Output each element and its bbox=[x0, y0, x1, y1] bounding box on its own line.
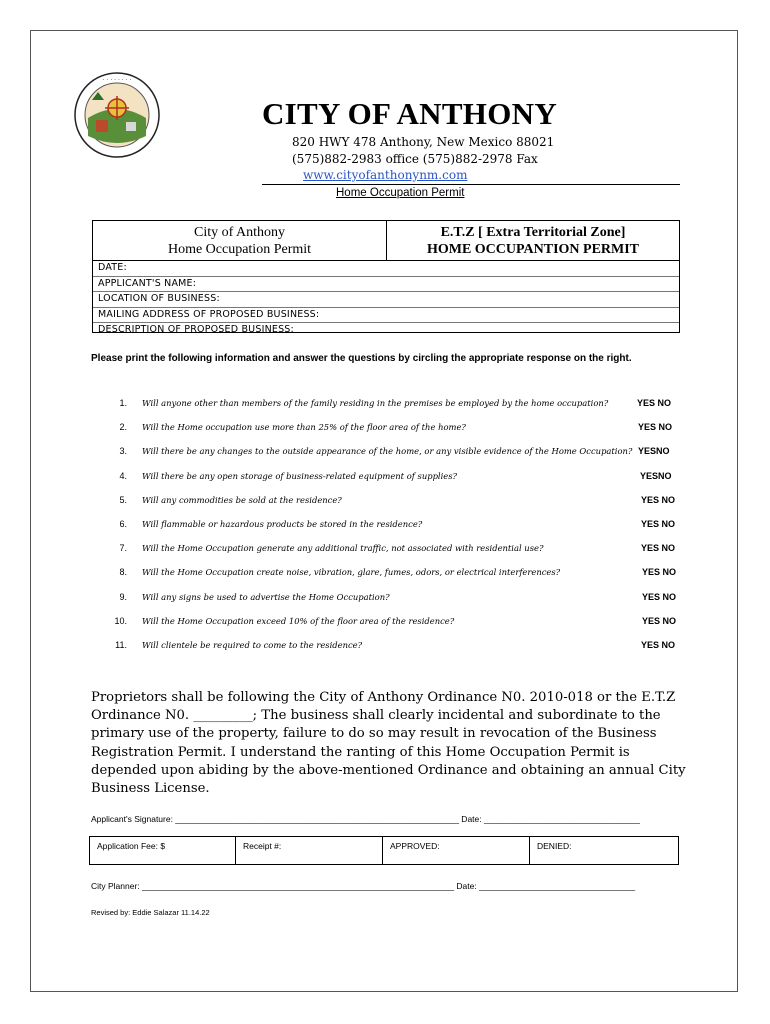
yes-no-response[interactable]: YES NO bbox=[642, 567, 677, 578]
question-number: 7. bbox=[119, 543, 127, 554]
business-description-field[interactable]: DESCRIPTION OF PROPOSED BUSINESS: bbox=[98, 324, 294, 335]
yes-no-response[interactable]: YES NO bbox=[641, 519, 676, 529]
phone-line: (575)882-2983 office (575)882-2978 Fax bbox=[292, 152, 538, 166]
question-row bbox=[0, 493, 770, 507]
question-number: 2. bbox=[119, 422, 127, 433]
question-row bbox=[0, 638, 770, 652]
question-row bbox=[0, 565, 770, 579]
question-text: Will anyone other than members of the family residing in the premises be employed by the home occupation? bbox=[142, 398, 609, 408]
city-permit-line2: Home Occupation Permit bbox=[167, 242, 312, 257]
question-number: 5. bbox=[119, 494, 127, 505]
question-number: 3. bbox=[119, 446, 127, 457]
page-title: CITY OF ANTHONY bbox=[262, 96, 558, 131]
question-text: Will clientele be required to come to the residence? bbox=[142, 640, 363, 650]
approved-cell[interactable]: APPROVED: bbox=[383, 837, 530, 864]
revision-note: Revised by: Eddie Salazar 11.14.22 bbox=[91, 908, 210, 917]
question-text: Will the Home Occupation exceed 10% of the floor area of the residence? bbox=[142, 615, 455, 626]
mailing-address-field[interactable]: MAILING ADDRESS OF PROPOSED BUSINESS: bbox=[93, 308, 679, 324]
instructions: Please print the following information and answer the questions by circling the appropriate response on the right. bbox=[91, 353, 632, 364]
yes-no-response[interactable]: YES NO bbox=[638, 422, 673, 433]
address-line: 820 HWY 478 Anthony, New Mexico 88021 bbox=[292, 135, 555, 149]
question-number: 6. bbox=[119, 519, 127, 529]
question-row bbox=[0, 541, 770, 555]
yes-no-response[interactable]: YES NO bbox=[642, 591, 677, 602]
applicant-signature-line[interactable]: Applicant's Signature: ____________________________________________________________ Date: _________________________________ bbox=[91, 814, 640, 824]
etz-permit-header bbox=[387, 221, 679, 260]
question-number: 4. bbox=[119, 470, 127, 481]
svg-text:· · · · · · · ·: · · · · · · · · bbox=[102, 77, 132, 84]
office-use-table bbox=[89, 836, 679, 865]
question-text: Will there be any changes to the outside appearance of the home, or any visible evidence of the Home Occupation? bbox=[142, 446, 633, 457]
question-number: 11. bbox=[115, 640, 127, 650]
question-number: 9. bbox=[119, 591, 127, 602]
city-seal-icon bbox=[72, 70, 162, 160]
question-text: Will flammable or hazardous products be stored in the residence? bbox=[142, 519, 423, 529]
yes-no-response[interactable]: YES NO bbox=[642, 615, 677, 626]
question-row bbox=[0, 444, 770, 458]
question-number: 10. bbox=[114, 615, 127, 626]
question-row bbox=[0, 420, 770, 434]
application-fee-cell[interactable]: Application Fee: $ bbox=[90, 837, 236, 864]
receipt-cell[interactable]: Receipt #: bbox=[236, 837, 383, 864]
city-permit-line1: City of Anthony bbox=[193, 225, 285, 240]
yes-no-response[interactable]: YESNO bbox=[638, 446, 670, 457]
question-text: Will any commodities be sold at the residence? bbox=[142, 494, 342, 505]
question-row bbox=[0, 517, 770, 531]
ordinance-statement: Proprietors shall be following the City of Anthony Ordinance N0. 2010-018 or the E.T.Z Ordinance N0. _________; The business shall clearly incidental and subordinate to the primary use of the property, failure to do so may result in revocation of the Business Registration Permit. I understand the ranting of this Home Occupation Permit is depended upon abiding by the above-mentioned Ordinance and obtaining an annual City Business License. bbox=[91, 690, 686, 797]
yes-no-response[interactable]: YES NO bbox=[641, 494, 676, 505]
yes-no-response[interactable]: YESNO bbox=[640, 470, 672, 481]
question-text: Will the Home occupation use more than 25% of the floor area of the home? bbox=[142, 422, 466, 433]
question-row bbox=[0, 590, 770, 604]
business-location-field[interactable]: LOCATION OF BUSINESS: bbox=[93, 292, 679, 308]
etz-permit-line2: HOME OCCUPANTION PERMIT bbox=[426, 242, 640, 257]
yes-no-response[interactable]: YES NO bbox=[637, 398, 672, 408]
etz-permit-line1: E.T.Z [ Extra Territorial Zone] bbox=[440, 225, 626, 240]
city-permit-header bbox=[93, 221, 387, 260]
question-text: Will any signs be used to advertise the Home Occupation? bbox=[142, 591, 390, 602]
city-planner-signature-line[interactable]: City Planner: __________________________________________________________________ Date: _________________________________ bbox=[91, 881, 636, 891]
question-number: 8. bbox=[119, 567, 127, 578]
question-text: Will there be any open storage of business-related equipment of supplies? bbox=[142, 470, 458, 481]
website-link[interactable]: www.cityofanthonynm.com bbox=[303, 168, 468, 182]
question-row bbox=[0, 614, 770, 628]
question-text: Will the Home Occupation create noise, vibration, glare, fumes, odors, or electrical interferences? bbox=[142, 567, 561, 578]
date-field[interactable]: DATE: bbox=[93, 261, 679, 277]
yes-no-response[interactable]: YES NO bbox=[641, 640, 676, 650]
question-row bbox=[0, 396, 770, 410]
yes-no-response[interactable]: YES NO bbox=[641, 543, 676, 554]
question-text: Will the Home Occupation generate any additional traffic, not associated with residential use? bbox=[142, 543, 544, 554]
header-divider bbox=[262, 184, 680, 185]
permit-heading: Home Occupation Permit bbox=[336, 187, 465, 199]
applicant-name-field[interactable]: APPLICANT'S NAME: bbox=[93, 277, 679, 293]
denied-cell[interactable]: DENIED: bbox=[537, 841, 572, 851]
question-row bbox=[0, 469, 770, 483]
applicant-info-table bbox=[92, 220, 680, 333]
question-number: 1. bbox=[119, 398, 127, 408]
